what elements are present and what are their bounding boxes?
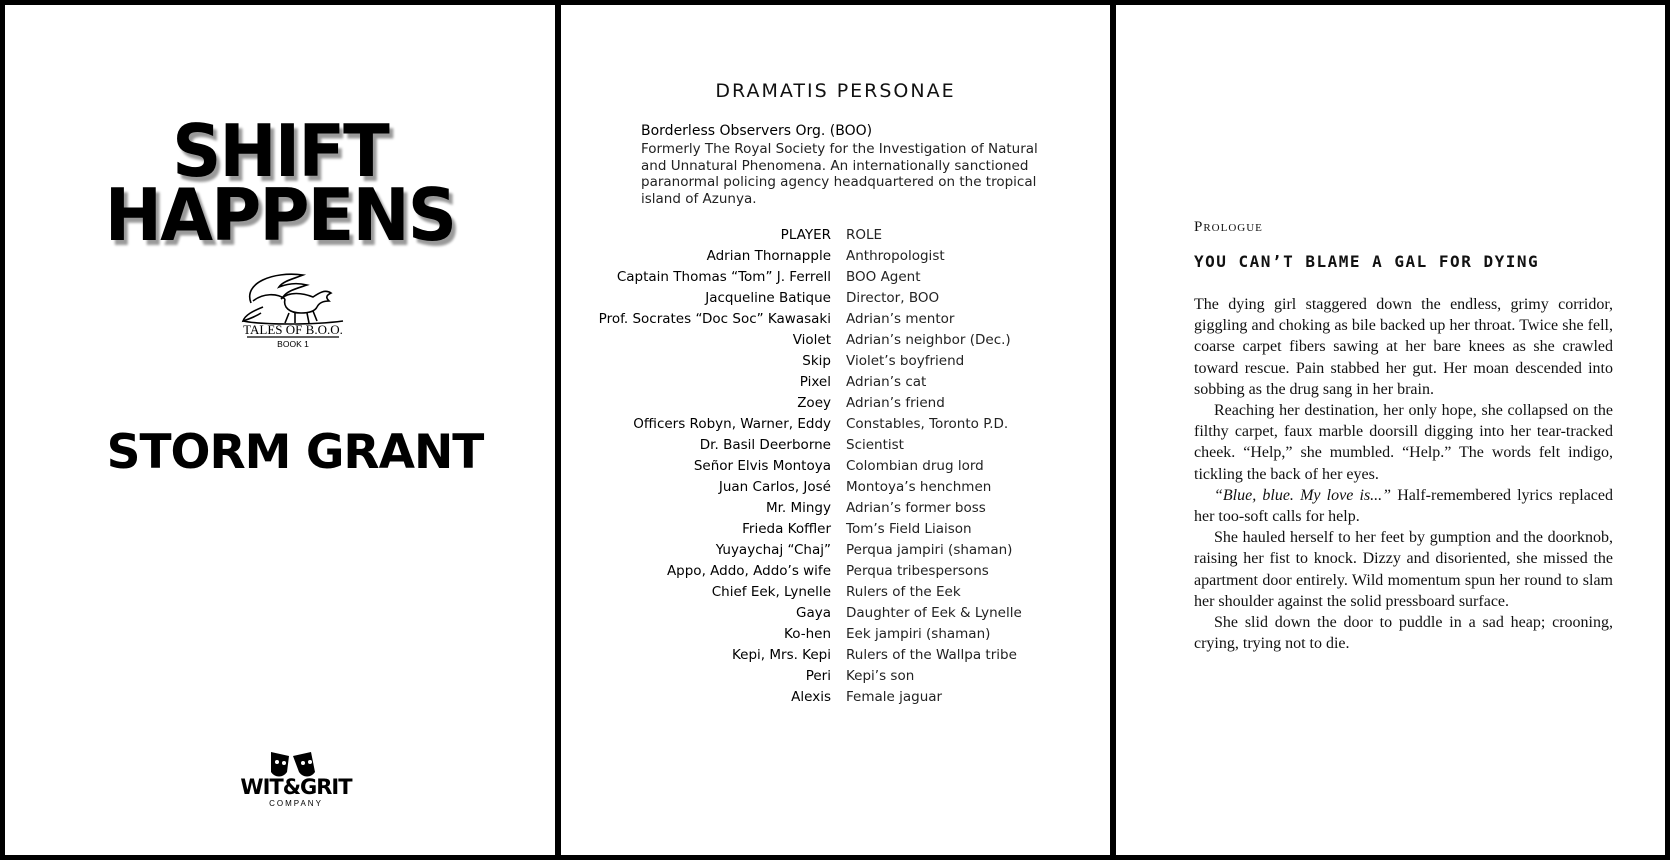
cast-player: Prof. Socrates “Doc Soc” Kawasaki — [598, 311, 831, 327]
cast-role: Perqua tribespersons — [846, 563, 989, 579]
cast-row — [561, 647, 1110, 664]
cast-role: Rulers of the Wallpa tribe — [846, 647, 1017, 663]
cast-player: Yuyaychaj “Chaj” — [715, 542, 831, 558]
cast-row — [561, 542, 1110, 559]
dramatis-title: DRAMATIS PERSONAE — [715, 80, 956, 102]
cast-role: Tom’s Field Liaison — [846, 521, 972, 537]
cast-row — [561, 416, 1110, 433]
cast-role: BOO Agent — [846, 269, 921, 285]
publisher-sub: COMPANY — [269, 799, 323, 808]
cast-row — [561, 500, 1110, 517]
cast-player: Señor Elvis Montoya — [693, 458, 831, 474]
cast-role: Montoya’s henchmen — [846, 479, 992, 495]
cast-role: Daughter of Eek & Lynelle — [846, 605, 1022, 621]
cast-player: Pixel — [799, 374, 831, 390]
cast-role: Perqua jampiri (shaman) — [846, 542, 1013, 558]
paragraph-5: She slid down the door to puddle in a sad heap; crooning, crying, trying not to die. — [1194, 614, 1613, 653]
cast-player: Skip — [802, 353, 831, 369]
griffin-icon — [243, 274, 343, 324]
paragraph-2: Reaching her destination, her only hope, she collapsed on the filthy carpet, faux marble doorsill digging into her tear-tracked cheek. “Help,” she mumbled. “Help.” The words felt indigo, tickling the back of her eyes. — [1194, 402, 1613, 483]
cast-row — [561, 668, 1110, 685]
cast-row — [561, 584, 1110, 601]
publisher-name: WIT&GRIT — [240, 775, 352, 799]
cast-role: Director, BOO — [846, 290, 940, 306]
cast-row — [561, 269, 1110, 286]
cast-player: Appo, Addo, Addo’s wife — [666, 563, 831, 579]
paragraph-3-rest: Half-remembered lyrics replaced her too-soft calls for help. — [1194, 486, 1614, 526]
book-title-line-1: SHIFT — [172, 109, 388, 193]
publisher-logo — [233, 750, 359, 810]
paragraph-1: The dying girl staggered down the endless, grimy corridor, giggling and choking as bile backed up her throat. Twice she fell, coarse carpet fibers sawing at her bare knees as she crawled toward rescue. Pain stabbed her gut. Her moan descended into sobbing as the drug sang in her brain. — [1194, 296, 1613, 398]
cast-player: Jacqueline Batique — [705, 290, 831, 306]
cast-player: Captain Thomas “Tom” J. Ferrell — [616, 269, 831, 285]
cast-player: Peri — [805, 668, 831, 684]
theatre-masks-icon — [271, 752, 315, 777]
cast-row — [561, 395, 1110, 412]
cast-row — [561, 626, 1110, 643]
cast-row — [561, 605, 1110, 622]
cast-player: Kepi, Mrs. Kepi — [731, 647, 831, 663]
cast-row — [561, 458, 1110, 475]
cast-row — [561, 479, 1110, 496]
cast-player: Violet — [792, 332, 831, 348]
cast-player: Alexis — [791, 689, 831, 705]
cast-role: Adrian’s former boss — [846, 500, 986, 516]
dramatis-personae-page — [561, 5, 1110, 855]
song-lyric: “Blue, blue. My love is...” — [1214, 486, 1392, 504]
prologue-text — [1194, 294, 1613, 654]
cast-role: Anthropologist — [846, 248, 945, 264]
cast-player: Frieda Koffler — [742, 521, 831, 537]
cast-row — [561, 290, 1110, 307]
player-column-header: PLAYER — [780, 227, 831, 243]
cast-row — [561, 248, 1110, 265]
cast-player: Chief Eek, Lynelle — [711, 584, 831, 600]
book-title-line-2: HAPPENS — [104, 173, 456, 257]
cast-row — [561, 332, 1110, 349]
griffin-series-logo — [233, 263, 353, 349]
cast-list — [561, 227, 1110, 710]
cast-row — [561, 563, 1110, 580]
cast-player: Dr. Basil Deerborne — [699, 437, 831, 453]
cover-page — [5, 5, 555, 855]
cast-row — [561, 353, 1110, 370]
cast-role: Adrian’s mentor — [846, 311, 955, 327]
org-description: Formerly The Royal Society for the Investigation of Natural and Unnatural Phenomena. An internationally sanctioned paranormal policing agency headquartered on the tropical island of Azunya. — [641, 141, 1038, 208]
cast-role: Kepi’s son — [846, 668, 915, 684]
org-name: Borderless Observers Org. (BOO) — [641, 123, 873, 139]
role-column-header: ROLE — [846, 227, 883, 243]
paragraph-4: She hauled herself to her feet by gumption and the doorknob, raising her fist to knock. Dizzy and disoriented, she missed the apartment door entirely. Wild momentum spun her round to slam her shoulder against the solid pressboard surface. — [1194, 529, 1613, 610]
cast-role: Rulers of the Eek — [846, 584, 961, 600]
cast-row — [561, 374, 1110, 391]
author-name: STORM GRANT — [106, 425, 484, 480]
cast-row — [561, 689, 1110, 706]
cast-player: Zoey — [797, 395, 831, 411]
cast-role: Adrian’s neighbor (Dec.) — [846, 332, 1011, 348]
cast-role: Female jaguar — [846, 689, 943, 705]
cast-row — [561, 311, 1110, 328]
cast-player: Ko-hen — [784, 626, 831, 642]
cast-player: Officers Robyn, Warner, Eddy — [633, 416, 831, 432]
chapter-title: YOU CAN’T BLAME A GAL FOR DYING — [1194, 252, 1540, 271]
cast-role: Adrian’s friend — [846, 395, 945, 411]
series-name: TALES OF B.O.O. — [243, 322, 343, 337]
cast-header-row — [561, 227, 1110, 244]
cast-role: Violet’s boyfriend — [846, 353, 965, 369]
cast-row — [561, 437, 1110, 454]
book-number: BOOK 1 — [277, 339, 309, 349]
cast-player: Gaya — [796, 605, 831, 621]
prologue-page — [1116, 5, 1665, 855]
prologue-label: Prologue — [1194, 219, 1263, 235]
cast-player: Mr. Mingy — [765, 500, 831, 516]
cast-role: Adrian’s cat — [846, 374, 927, 390]
cast-role: Colombian drug lord — [846, 458, 984, 474]
cast-row — [561, 521, 1110, 538]
cast-role: Scientist — [846, 437, 904, 453]
paragraph-3 — [1194, 485, 1613, 527]
cast-role: Eek jampiri (shaman) — [846, 626, 991, 642]
cast-player: Adrian Thornapple — [706, 248, 831, 264]
cast-role: Constables, Toronto P.D. — [846, 416, 1009, 432]
cast-player: Juan Carlos, José — [718, 479, 831, 495]
